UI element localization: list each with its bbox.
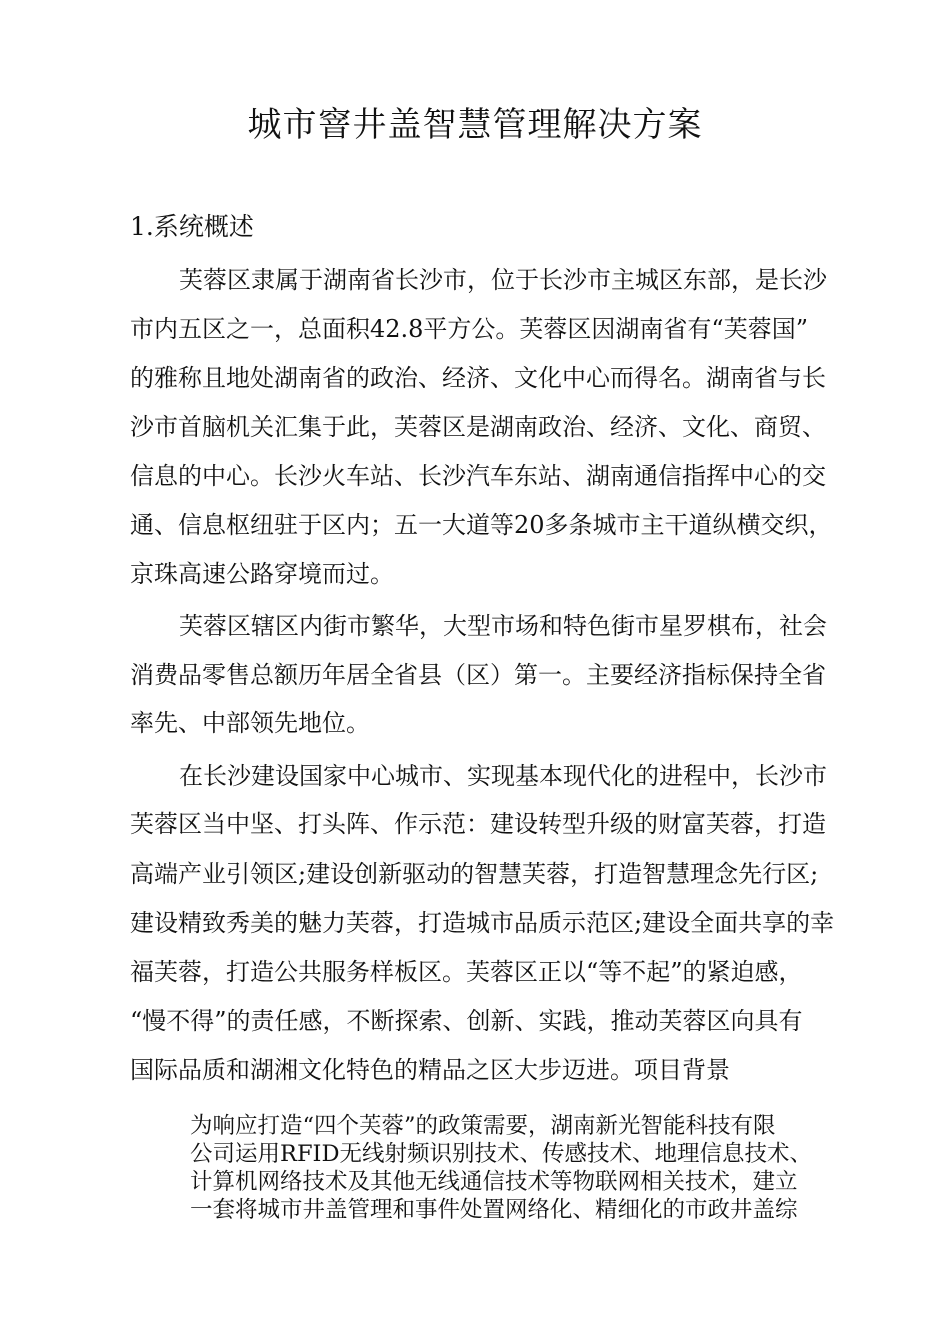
paragraph-line: 芙蓉区隶属于湖南省长沙市，位于长沙市主城区东部，是长沙: [179, 266, 827, 294]
paragraph-line: 为响应打造“四个芙蓉”的政策需要，湖南新光智能科技有限: [190, 1113, 776, 1139]
paragraph-line: 在长沙建设国家中心城市、实现基本现代化的进程中，长沙市: [179, 762, 827, 790]
paragraph-line: 高端产业引领区;建设创新驱动的智慧芙蓉，打造智慧理念先行区;: [130, 860, 819, 888]
paragraph-line: 沙市首脑机关汇集于此，芙蓉区是湖南政治、经济、文化、商贸、: [130, 413, 826, 441]
paragraph-line: 市内五区之一，总面积42.8平方公。芙蓉区因湖南省有“芙蓉国”: [130, 315, 808, 343]
paragraph-line: 芙蓉区辖区内街市繁华，大型市场和特色街市星罗棋布，社会: [179, 612, 827, 640]
paragraph-line: 计算机网络技术及其他无线通信技术等物联网相关技术，建立: [190, 1169, 798, 1195]
paragraph-line: 一套将城市井盖管理和事件处置网络化、精细化的市政井盖综: [190, 1197, 798, 1223]
section-heading: 1.系统概述: [130, 212, 254, 241]
paragraph-line: 公司运用RFID无线射频识别技术、传感技术、地理信息技术、: [190, 1141, 812, 1167]
paragraph-line: 国际品质和湖湘文化特色的精品之区大步迈进。项目背景: [130, 1056, 730, 1084]
document-title: 城市窨井盖智慧管理解决方案: [247, 105, 703, 145]
paragraph-line: 通、信息枢纽驻于区内；五一大道等20多条城市主干道纵横交织，: [130, 511, 833, 539]
paragraph-line: 消费品零售总额历年居全省县（区）第一。主要经济指标保持全省: [130, 661, 826, 689]
paragraph-line: 芙蓉区当中坚、打头阵、作示范：建设转型升级的财富芙蓉，打造: [130, 810, 826, 838]
paragraph-line: 建设精致秀美的魅力芙蓉，打造城市品质示范区;建设全面共享的幸: [130, 909, 835, 937]
paragraph-line: “慢不得”的责任感，不断探索、创新、实践，推动芙蓉区向具有: [130, 1007, 803, 1035]
paragraph-line: 福芙蓉，打造公共服务样板区。芙蓉区正以“等不起”的紧迫感，: [130, 958, 803, 986]
paragraph-line: 率先、中部领先地位。: [130, 709, 370, 737]
paragraph-line: 信息的中心。长沙火车站、长沙汽车东站、湖南通信指挥中心的交: [130, 462, 826, 490]
paragraph-line: 的雅称且地处湖南省的政治、经济、文化中心而得名。湖南省与长: [130, 364, 826, 392]
paragraph-line: 京珠高速公路穿境而过。: [130, 560, 394, 588]
